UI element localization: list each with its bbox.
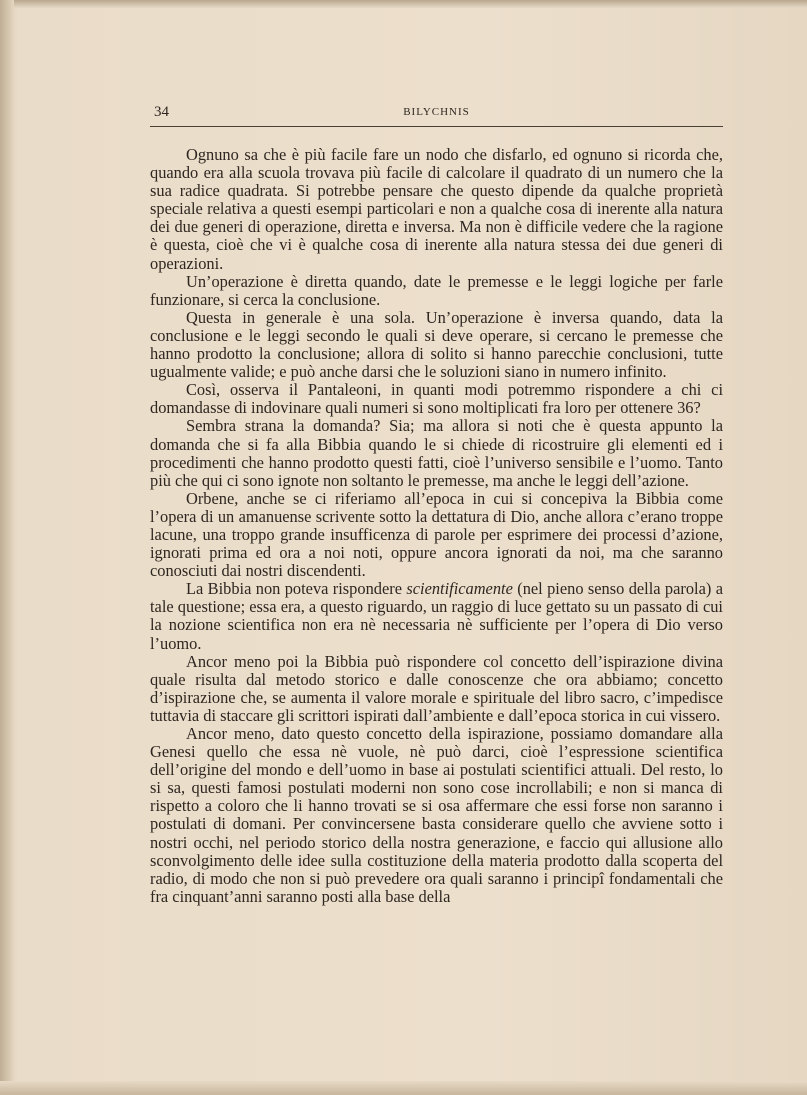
paragraph: Sembra strana la domanda? Sia; ma allora si noti che è questa appunto la domanda che si fa alla Bibbia quando le si chiede di ricostruire gli elementi ed i procedimenti che hanno prodotto questi fatti, cioè l’universo sensibile e l’uomo. Tanto più che qui ci sono ignote non soltanto le premesse, ma anche le leggi dell’azione. — [150, 416, 723, 490]
running-title: BILYCHNIS — [403, 106, 470, 118]
paragraph-text: La Bibbia non poteva rispondere — [186, 579, 407, 599]
paragraph: Questa in generale è una sola. Un’operazione è inversa quando, data la conclusione e le leggi secondo le quali si deve operare, si cercano le premesse che hanno prodotto la conclusione; allora di solito si hanno parecchie conclusioni, tutte ugualmente valide; e può anche darsi che le soluzioni siano in numero infinito. — [150, 307, 723, 382]
italic-word: scientificamente — [406, 579, 513, 599]
paragraph: Orbene, anche se ci riferiamo all’epoca in cui si concepiva la Bibbia come l’opera di un amanuense scrivente sotto la dettatura di Dio, anche allora c’erano troppe lacune, una troppo grande insufficenza di parole per esprimere dei processi d’azione, ignorati prima ed ora a noi noti, oppure ancora ignorati da noi, ma che saranno conosciuti dai nostri discendenti. — [150, 488, 723, 581]
paragraph — [150, 580, 723, 652]
body-text — [150, 146, 723, 906]
page-header — [150, 104, 723, 127]
paragraph: Ognuno sa che è più facile fare un nodo che disfarlo, ed ognuno si ricorda che, quando era alla scuola trovava più facile di calcolare il quadrato di un numero che la sua radice quadrata. Si potrebbe pensare che questo dipende da qualche proprietà speciale relativa a questi esempi particolari e non a qualche cosa di inerente alla natura dei due generi di operazione, diretta e inversa. Ma non è difficile vedere che la ragione è questa, cioè che vi è qualche cosa di inerente alla natura stessa dei due generi di operazioni. — [150, 145, 723, 273]
page-number: 34 — [154, 104, 169, 120]
paragraph-text: (nel pieno senso della parola) a tale questione; essa era, a questo riguardo, un raggio di luce gettato su un passato di cui la nozione scientifica non era nè necessaria nè sufficiente per l’opera di Dio verso l’uomo. — [150, 579, 723, 653]
paragraph: Ancor meno, dato questo concetto della ispirazione, possiamo domandare alla Genesi quello che essa nè vuole, nè può darci, cioè l’espressione scientifica dell’origine del mondo e dell’uomo in base ai postulati scientifici attuali. Del resto, lo si sa, questi famosi postulati moderni non sono cose incrollabili; e non si manca di rispetto a coloro che li hanno trovati se si osa affermare che essi forse non saranno i postulati di domani. Per convincersene basta considerare quello che avviene sotto i nostri occhi, nel periodo storico della nostra generazione, e faccio qui allusione allo sconvolgimento delle idee sulla costituzione della materia prodotto dalla scoperta del radio, di modo che non si può prevedere ora quali saranno i principî fondamentali che fra cinquant’anni saranno posti alla base della — [150, 724, 723, 906]
page-top-edge — [0, 0, 807, 8]
page-binding-edge — [0, 0, 14, 1095]
page-bottom-edge — [0, 1081, 807, 1095]
paragraph: Così, osserva il Pantaleoni, in quanti modi potremmo rispondere a chi ci domandasse di indovinare quali numeri si sono moltiplicati fra loro per ottenere 36? — [150, 380, 723, 418]
paragraph: Ancor meno poi la Bibbia può rispondere col concetto dell’ispirazione divina quale risulta dal metodo storico e dalle conoscenze che ora abbiamo; concetto d’ispirazione che, se aumenta il valore morale e spirituale del libro sacro, c’impedisce tuttavia di staccare gli scrittori ispirati dall’ambiente e dall’epoca storica in cui vissero. — [150, 651, 723, 725]
paragraph: Un’operazione è diretta quando, date le premesse e le leggi logiche per farle funzionare, si cerca la conclusione. — [150, 271, 723, 309]
